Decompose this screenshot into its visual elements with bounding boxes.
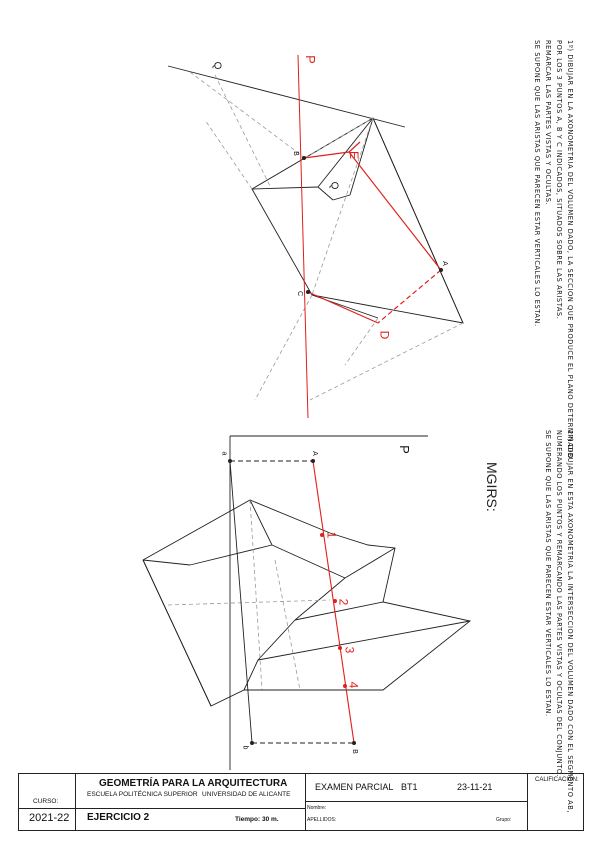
divider bbox=[305, 801, 527, 802]
hidden-edge bbox=[345, 318, 378, 365]
edge bbox=[190, 545, 272, 565]
divider bbox=[19, 808, 75, 809]
exam-date: 23-11-21 bbox=[457, 782, 493, 792]
divider bbox=[305, 774, 306, 830]
label-a-proj: a bbox=[220, 451, 228, 456]
label-a2: A bbox=[310, 451, 318, 456]
statement-ex1 bbox=[531, 40, 575, 459]
statement-line: SE SUPONE QUE LAS ARISTAS QUE PARECEN ESTAR VERTICALES LO ESTAN. bbox=[544, 430, 552, 717]
section-edge bbox=[308, 292, 378, 323]
solid-outline bbox=[252, 118, 463, 323]
point-a-proj bbox=[228, 459, 232, 463]
divider bbox=[527, 774, 528, 830]
subject-title: GEOMETRÍA PARA LA ARQUITECTURA bbox=[99, 778, 288, 789]
point-b bbox=[352, 741, 356, 745]
label-n3: 3 bbox=[342, 646, 357, 654]
statement-line: REMARCAR LAS PARTES VISTAS Y OCULTAS. bbox=[544, 40, 552, 206]
edge bbox=[272, 545, 345, 578]
statement-line: NUMERANDO LOS PUNTOS Y REMARCANDO LAS PARTES VISTAS Y OCULTAS DEL CONJUNTO. bbox=[555, 430, 563, 778]
label-p: P bbox=[302, 55, 318, 64]
edge bbox=[252, 187, 318, 189]
plane-q-trace bbox=[168, 66, 405, 127]
statement-ex2 bbox=[542, 430, 575, 813]
hidden-edge bbox=[312, 118, 373, 295]
hidden-edge bbox=[215, 75, 270, 186]
curso-label: CURSO: bbox=[33, 798, 59, 805]
edge bbox=[250, 500, 272, 545]
line-p bbox=[298, 55, 308, 418]
point-a bbox=[439, 268, 443, 272]
edge bbox=[143, 560, 190, 565]
segment-ab-proj bbox=[230, 461, 252, 743]
edge bbox=[345, 548, 395, 578]
label-p2: P bbox=[396, 445, 412, 454]
label-n1: 1 bbox=[324, 531, 339, 539]
label-n4: 4 bbox=[346, 681, 361, 689]
point-b-proj bbox=[250, 741, 254, 745]
apellidos-label: APELLIDOS: bbox=[307, 817, 337, 823]
solid-outline bbox=[143, 500, 470, 706]
statement-line: 2º) DIBUJAR EN ESTA AXONOMETRIA LA INTERSECCION DEL VOLUMEN DADO CON EL SEGMENTO AB, bbox=[566, 430, 574, 814]
section-hidden-edge bbox=[378, 270, 441, 323]
point-b bbox=[302, 156, 306, 160]
nombre-label: Nombre: bbox=[307, 805, 327, 811]
exam-code: BT1 bbox=[401, 782, 418, 792]
handwritten-mgirs: MGIRS: bbox=[484, 462, 500, 512]
calificacion-label: CALIFICACIÓN: bbox=[535, 777, 579, 783]
label-a: A bbox=[440, 261, 448, 266]
curso-value: 2021-22 bbox=[29, 812, 70, 824]
divider bbox=[75, 774, 76, 830]
grupo-label: Grupo: bbox=[496, 817, 512, 823]
exercise-title: EJERCICIO 2 bbox=[87, 812, 150, 823]
statement-line: SE SUPONE QUE LAS ARISTAS QUE PARECEN ESTAR VERTICALES LO ESTAN. bbox=[533, 40, 541, 327]
hidden-edge bbox=[255, 295, 312, 400]
exam-label: EXAMEN PARCIAL bbox=[315, 782, 394, 792]
label-d: D bbox=[377, 330, 392, 340]
point-c bbox=[306, 290, 310, 294]
label-face-q: Q bbox=[328, 181, 340, 190]
university-name: UNIVERSIDAD DE ALICANTE bbox=[202, 791, 291, 798]
figure-2 bbox=[143, 436, 470, 770]
section-edge bbox=[349, 152, 441, 270]
hidden-edge bbox=[168, 600, 330, 605]
label-b: B bbox=[291, 151, 299, 156]
statement-line: POR LOS 3 PUNTOS A, B Y C INDICADOS, SITUADOS SOBRE LAS ARISTAS. bbox=[555, 40, 563, 320]
edge bbox=[143, 560, 211, 706]
time-label: Tiempo: 30 m. bbox=[235, 816, 279, 823]
label-b-proj: b bbox=[241, 745, 249, 750]
label-n2: 2 bbox=[336, 598, 351, 606]
label-b2: B bbox=[350, 749, 358, 754]
edge bbox=[373, 118, 463, 323]
statement-line: 1º) DIBUJAR EN LA AXONOMETRIA DEL VOLUMEN DADO, LA SECCION QUE PRODUCE EL PLANO DETERMINADO bbox=[566, 40, 574, 459]
hidden-edge bbox=[250, 500, 262, 690]
hidden-edge bbox=[190, 72, 305, 158]
edge bbox=[333, 195, 350, 200]
label-e: E bbox=[347, 150, 362, 160]
figure-1 bbox=[168, 55, 463, 418]
hidden-edge bbox=[275, 560, 300, 690]
hidden-edge bbox=[205, 120, 252, 189]
point-a bbox=[311, 459, 315, 463]
divider bbox=[75, 808, 305, 809]
label-c: C bbox=[296, 290, 304, 297]
edge bbox=[258, 621, 470, 660]
label-plane-q: Q bbox=[211, 61, 223, 70]
title-block bbox=[18, 773, 584, 831]
school-name: ESCUELA POLITÉCNICA SUPERIOR bbox=[87, 791, 198, 798]
